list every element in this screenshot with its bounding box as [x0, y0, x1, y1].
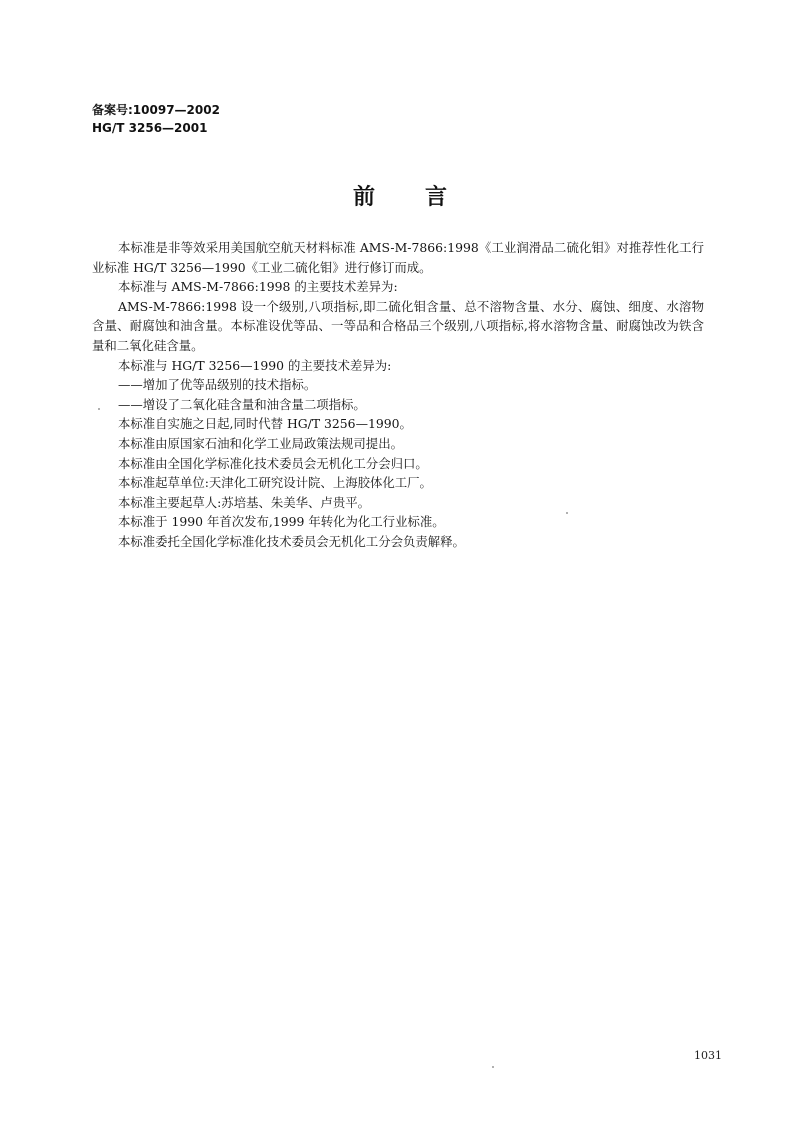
paragraph-proposer: 本标准由原国家石油和化学工业局政策法规司提出。 — [118, 435, 403, 451]
paragraph-administrator: 本标准由全国化学标准化技术委员会无机化工分会归口。 — [118, 455, 428, 471]
paragraph-ams-difference-heading: 本标准与 AMS-M-7866:1998 的主要技术差异为: — [118, 279, 398, 295]
paragraph-difference-item-1: ——增加了优等品级别的技术指标。 — [118, 377, 317, 393]
paragraph-replacement: 本标准自实施之日起,同时代替 HG/T 3256—1990。 — [118, 416, 412, 432]
page-number: 1031 — [694, 1049, 722, 1062]
scan-speck — [492, 1066, 494, 1068]
filing-number: 备案号:10097—2002 — [92, 103, 220, 117]
document-header — [92, 101, 220, 137]
paragraph-publication-history: 本标准于 1990 年首次发布,1999 年转化为化工行业标准。 — [118, 514, 445, 530]
paragraph-difference-item-2: ——增设了二氧化硅含量和油含量二项指标。 — [118, 396, 366, 412]
paragraph-drafters: 本标准主要起草人:苏培基、朱美华、卢贵平。 — [118, 494, 370, 510]
scan-speck — [98, 408, 100, 410]
paragraph-ams-difference-detail: AMS-M-7866:1998 设一个级别,八项指标,即二硫化钼含量、总不溶物含量、水分、腐蚀、细度、水溶物含量、耐腐蚀和油含量。本标准设优等品、一等品和合格品三个级别,八项指标,将水溶物含量、耐腐蚀改为铁含量和二氧化硅含量。 — [92, 298, 704, 353]
paragraph-intro: 本标准是非等效采用美国航空航天材料标准 AMS-M-7866:1998《工业润滑品二硫化钼》对推荐性化工行业标准 HG/T 3256—1990《工业二硫化钼》进行修订而成。 — [92, 240, 704, 275]
scan-speck — [566, 512, 568, 514]
page-title: 前言 — [352, 185, 497, 210]
standard-code: HG/T 3256—2001 — [92, 121, 208, 135]
foreword-body — [92, 238, 704, 552]
paragraph-drafting-units: 本标准起草单位:天津化工研究设计院、上海胶体化工厂。 — [118, 475, 432, 491]
paragraph-interpretation: 本标准委托全国化学标准化技术委员会无机化工分会负责解释。 — [118, 533, 465, 549]
paragraph-hg-difference-heading: 本标准与 HG/T 3256—1990 的主要技术差异为: — [118, 357, 392, 373]
